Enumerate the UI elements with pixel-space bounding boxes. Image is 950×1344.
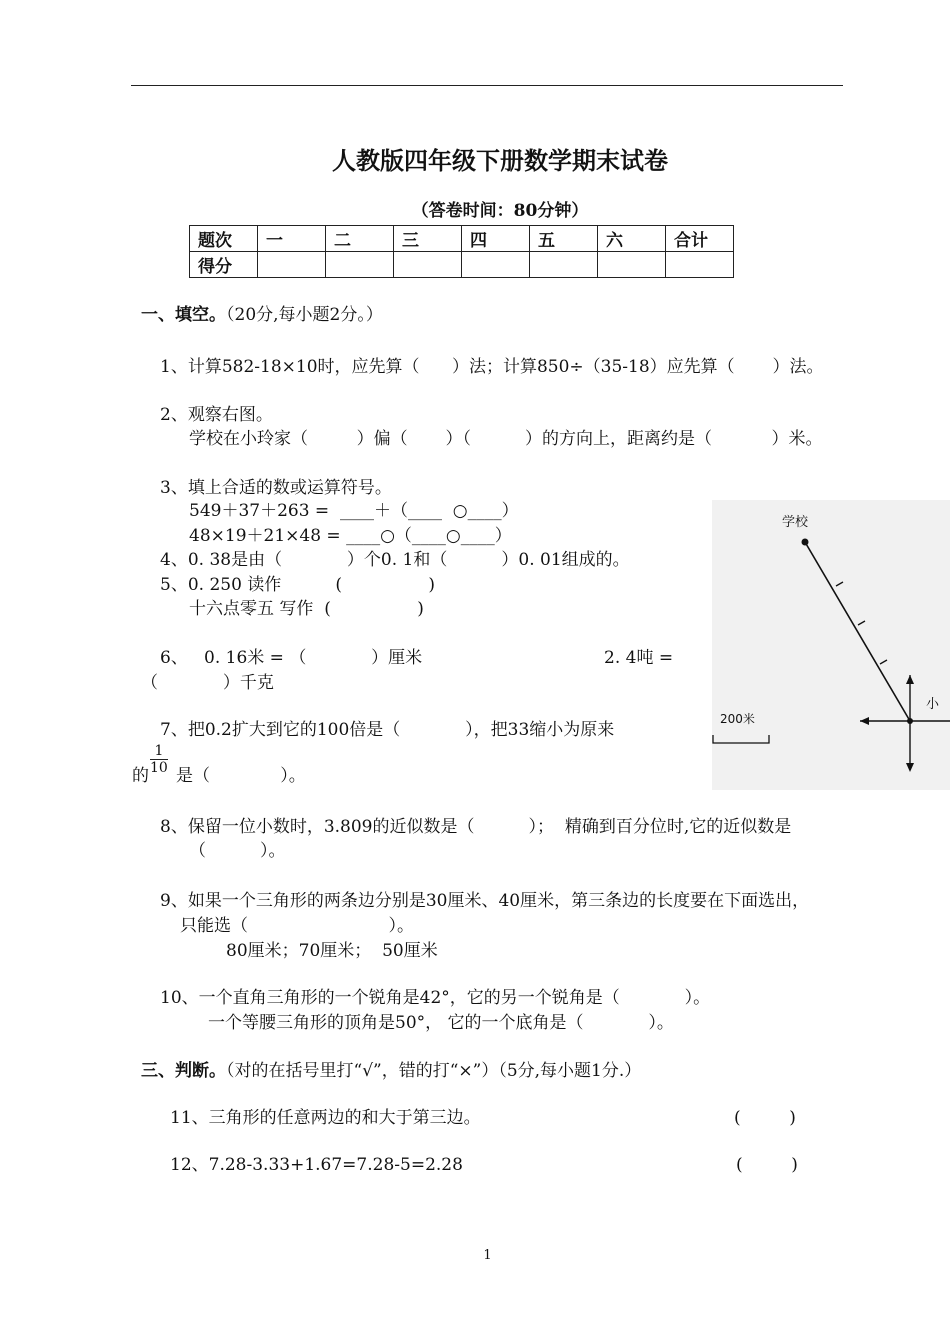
west-arrow xyxy=(860,717,869,725)
header-rule xyxy=(131,85,843,86)
question-11-answer-blank[interactable]: ( ) xyxy=(734,1108,796,1128)
question-10-line-2: 一个等腰三角形的顶角是50°， 它的一个底角是（ ）。 xyxy=(208,1013,674,1033)
score-cell[interactable] xyxy=(326,252,394,278)
question-6-part-2: 2. 4吨 = xyxy=(604,648,674,668)
scale-label: 200米 xyxy=(720,712,755,726)
question-7-line-1: 7、把0.2扩大到它的100倍是（ ），把33缩小为原来 xyxy=(160,720,615,740)
question-8-line-2: （ ）。 xyxy=(189,841,286,861)
school-label: 学校 xyxy=(782,515,809,530)
question-7-line-2: 是（ ）。 xyxy=(176,766,306,786)
score-header-cell: 二 xyxy=(326,226,394,252)
question-3-line-1: 549＋37＋263 = ____＋（____ ○____） xyxy=(189,501,519,521)
home-label: 小 xyxy=(926,697,940,712)
section-3-note: （对的在括号里打“√”，错的打“×”）（5分,每小题1分.） xyxy=(226,1061,642,1081)
question-9-line-2: 只能选（ ）。 xyxy=(180,916,414,936)
score-table xyxy=(189,225,734,278)
score-table-score-row xyxy=(190,252,734,278)
page-number: 1 xyxy=(483,1248,492,1263)
score-header-cell: 五 xyxy=(530,226,598,252)
score-cell[interactable] xyxy=(666,252,734,278)
north-arrow xyxy=(906,675,914,684)
question-3-prompt: 3、填上合适的数或运算符号。 xyxy=(160,478,392,498)
question-9-options: 80厘米；70厘米； 50厘米 xyxy=(226,941,438,961)
score-table-header-row xyxy=(190,226,734,252)
score-header-cell: 一 xyxy=(258,226,326,252)
question-4: 4、0. 38是由（ ）个0. 1和（ ）0. 01组成的。 xyxy=(160,550,630,570)
question-12: 12、7.28-3.33+1.67=7.28-5=2.28 xyxy=(170,1155,463,1175)
south-arrow xyxy=(906,763,914,772)
question-10-line-1: 10、一个直角三角形的一个锐角是42°，它的另一个锐角是（ ）。 xyxy=(160,988,711,1008)
scale-tick xyxy=(858,621,865,625)
score-row-label: 得分 xyxy=(190,252,258,278)
direction-map-svg xyxy=(712,500,950,790)
fraction-numerator: 1 xyxy=(150,743,168,760)
score-header-cell: 题次 xyxy=(190,226,258,252)
section-1-heading: 一、填空。 xyxy=(141,305,226,325)
question-5-line-2: 十六点零五 写作 ( ) xyxy=(189,599,424,619)
school-point xyxy=(802,539,809,546)
section-3-heading: 三、判断。 xyxy=(141,1061,226,1081)
score-cell[interactable] xyxy=(462,252,530,278)
score-header-cell: 三 xyxy=(394,226,462,252)
section-3-header xyxy=(141,1060,641,1082)
question-2-prompt: 2、观察右图。 xyxy=(160,405,273,425)
scale-bar xyxy=(713,735,769,743)
score-header-cell: 六 xyxy=(598,226,666,252)
direction-map-figure xyxy=(712,500,950,790)
score-header-cell: 合计 xyxy=(666,226,734,252)
section-1-note: （20分,每小题2分。） xyxy=(226,305,383,325)
score-cell[interactable] xyxy=(394,252,462,278)
scale-tick xyxy=(880,660,887,664)
score-cell[interactable] xyxy=(258,252,326,278)
score-cell[interactable] xyxy=(598,252,666,278)
question-11: 11、三角形的任意两边的和大于第三边。 xyxy=(170,1108,481,1128)
score-header-cell: 四 xyxy=(462,226,530,252)
section-1-header xyxy=(141,304,383,326)
question-9-line-1: 9、如果一个三角形的两条边分别是30厘米、40厘米，第三条边的长度要在下面选出， xyxy=(160,891,810,911)
question-12-answer-blank[interactable]: ( ) xyxy=(736,1155,798,1175)
page-title: 人教版四年级下册数学期末试卷 xyxy=(332,147,668,175)
question-7-prefix: 的 xyxy=(132,766,149,786)
score-cell[interactable] xyxy=(530,252,598,278)
exam-duration: （答卷时间：80分钟） xyxy=(411,201,589,221)
question-5-line-1: 5、0. 250 读作 ( ) xyxy=(160,575,436,595)
question-8-line-1: 8、保留一位小数时，3.809的近似数是（ ）； 精确到百分位时,它的近似数是 xyxy=(160,817,792,837)
question-3-line-2: 48×19＋21×48 = ____○（____○____） xyxy=(189,526,512,546)
fraction-one-tenth xyxy=(150,743,168,776)
school-home-path xyxy=(805,542,910,721)
question-1: 1、计算582-18×10时，应先算（ ）法；计算850÷（35-18）应先算（ ）法。 xyxy=(160,357,824,377)
question-6-part-1: 6、 0. 16米 = （ ）厘米 xyxy=(160,648,423,668)
question-2-text: 学校在小玲家（ ）偏（ ）（ ）的方向上，距离约是（ ）米。 xyxy=(189,429,823,449)
fraction-denominator: 10 xyxy=(150,760,168,776)
scale-tick xyxy=(836,582,843,586)
question-6-part-2-blank: （ ）千克 xyxy=(141,673,274,693)
